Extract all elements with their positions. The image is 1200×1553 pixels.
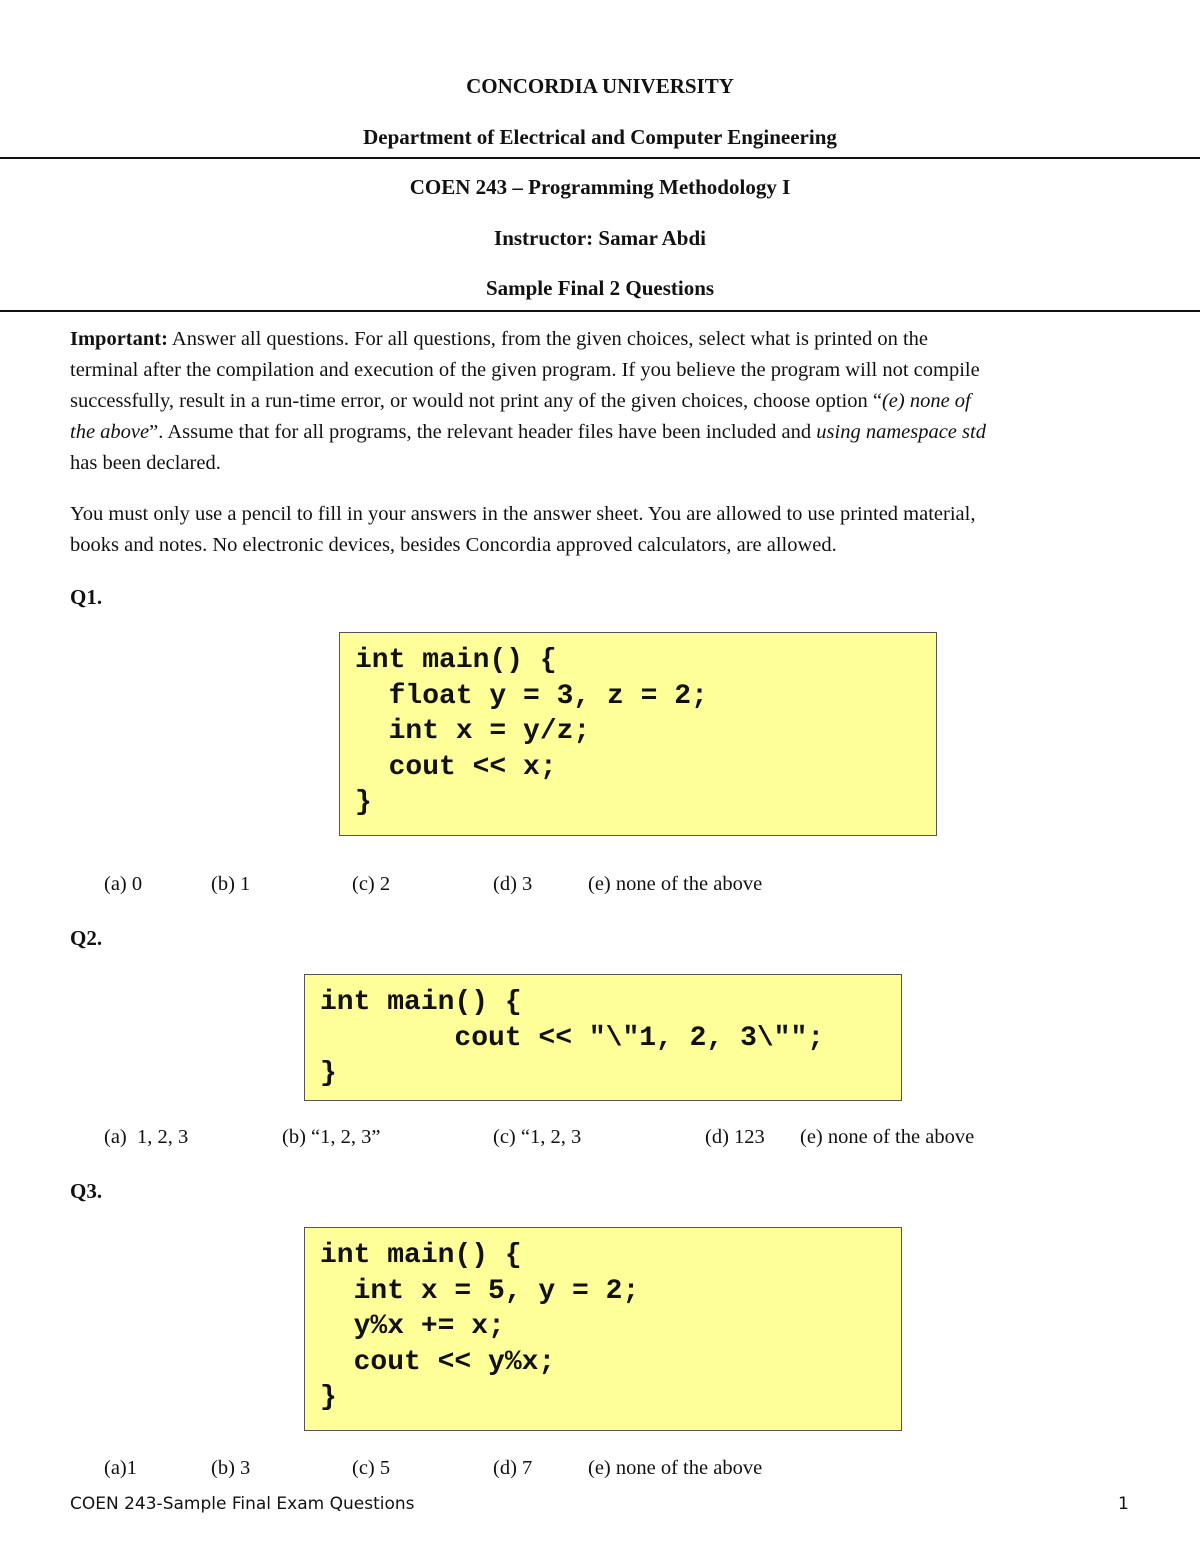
rules-text: books and notes. No electronic devices, besides Concordia approved calculators, are allowed. [70,534,837,556]
answer-option: (c) “1, 2, 3 [493,1126,582,1148]
header-rule-top [0,157,1200,159]
code-line: int x = 5, y = 2; [320,1275,640,1307]
code-line: int x = y/z; [355,716,591,747]
answer-option: (c) 2 [352,873,391,895]
code-line: cout << "\"1, 2, 3\""; [320,1022,825,1054]
answer-option: (a) 0 [104,873,143,895]
option-e-reference: the above [70,421,150,443]
code-line: } [320,1058,337,1089]
code-line: int main() { [320,1240,522,1271]
code-block [339,632,937,836]
answer-option: (c) 5 [352,1457,391,1479]
answer-option: (d) 3 [493,873,533,895]
code-line: cout << y%x; [320,1346,556,1378]
answer-option: (d) 7 [493,1457,533,1479]
answer-option: (a)1 [104,1457,138,1479]
question-label: Q1. [70,585,103,609]
rules-text: You must only use a pencil to fill in your answers in the answer sheet. You are allowed to use printed material, [70,503,976,525]
answer-option: (b) 1 [211,873,251,895]
rules-paragraph [70,499,1140,561]
page-number: 1 [1118,1494,1129,1514]
important-label: Important: [70,328,168,350]
answer-option: (b) “1, 2, 3” [282,1126,381,1148]
answer-option: (e) none of the above [588,1457,763,1479]
namespace-reference: using namespace std [816,421,986,443]
code-line: } [355,787,372,818]
code-line: } [320,1382,337,1413]
answer-option: (e) none of the above [800,1126,975,1148]
code-line: y%x += x; [320,1311,505,1342]
instructor-name: Instructor: Samar Abdi [494,226,706,250]
instructions-text: ”. Assume that for all programs, the relevant header files have been included and [149,421,817,443]
instructions-text: terminal after the compilation and execution of the given program. If you believe the program will not compile [70,359,980,381]
exam-title: Sample Final 2 Questions [485,276,715,300]
answer-option: (a) 1, 2, 3 [104,1126,189,1148]
answer-option: (d) 123 [705,1126,765,1148]
department-name: Department of Electrical and Computer Engineering [363,125,837,149]
question-label: Q2. [70,926,103,950]
answer-option: (e) none of the above [588,873,763,895]
instructions-text: Answer all questions. For all questions, from the given choices, select what is printed on the [167,328,928,350]
code-block [304,1227,902,1431]
instructions-paragraph [70,324,1140,479]
instructions-text: has been declared. [70,452,221,474]
answer-option: (b) 3 [211,1457,251,1479]
code-line: cout << x; [355,751,557,783]
footer-title: COEN 243-Sample Final Exam Questions [70,1494,415,1514]
code-block [304,974,902,1101]
question-label: Q3. [70,1179,103,1203]
instructions-text: successfully, result in a run-time error, or would not print any of the given choices, choose option “ [70,390,882,412]
course-title: COEN 243 – Programming Methodology I [409,175,791,199]
university-name: CONCORDIA UNIVERSITY [466,74,734,98]
code-line: float y = 3, z = 2; [355,680,708,712]
header-rule-bottom [0,310,1200,312]
code-line: int main() { [355,645,557,676]
option-e-reference: (e) none of [881,390,971,412]
code-line: int main() { [320,987,522,1018]
